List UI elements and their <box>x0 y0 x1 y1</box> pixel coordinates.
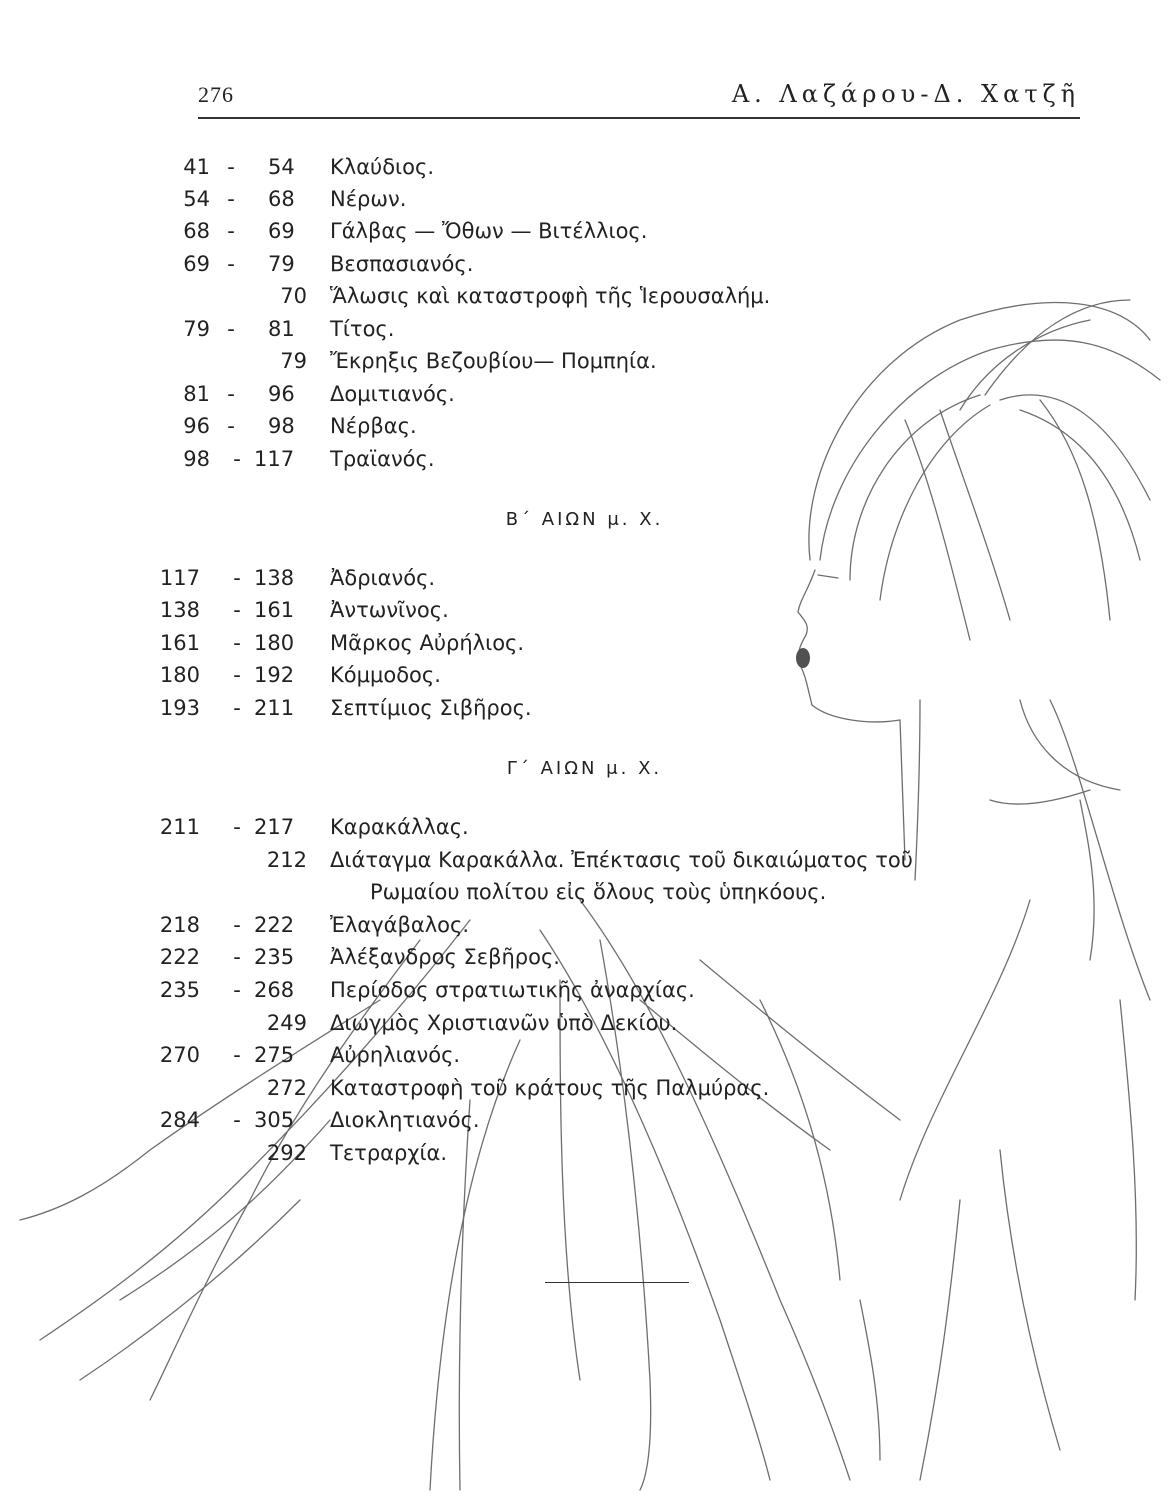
year: 79 <box>280 349 307 373</box>
year-to: 217 <box>254 815 295 839</box>
year-from: 68 <box>183 219 210 243</box>
entry-text: Νέρβας. <box>330 414 417 438</box>
chronology-entry: 270 - 275 Αὐρηλιανός. <box>0 1043 1169 1073</box>
year-from: 138 <box>159 598 200 622</box>
entry-text: Δομιτιανός. <box>330 382 455 406</box>
year-to: 69 <box>268 219 295 243</box>
chronology-entry: 69 - 79 Βεσπασιανός. <box>0 252 1169 282</box>
header-rule <box>198 117 1080 119</box>
year: 70 <box>280 284 307 308</box>
entry-text: Αὐρηλιανός. <box>330 1043 461 1067</box>
section-heading: Β΄ ΑΙΩΝ μ. Χ. <box>505 509 664 530</box>
chronology-entry: 81 - 96 Δομιτιανός. <box>0 382 1169 412</box>
year-to: 211 <box>254 696 295 720</box>
chronology-entry: 193 - 211 Σεπτίμιος Σιβῆρος. <box>0 696 1169 726</box>
entry-text: Διωγμὸς Χριστιανῶν ὑπὸ Δεκίου. <box>330 1011 678 1035</box>
chronology-entry <box>0 1141 1169 1171</box>
chronology-entry <box>0 284 1169 314</box>
chronology-entry <box>0 848 1169 878</box>
entry-text: Διοκλητιανός. <box>330 1108 480 1132</box>
year-to: 81 <box>268 317 295 341</box>
chronology-entry: 284 - 305 Διοκλητιανός. <box>0 1108 1169 1138</box>
year-to: 180 <box>254 631 295 655</box>
year-to: 275 <box>254 1043 295 1067</box>
year: 212 <box>266 848 307 872</box>
year-to: 98 <box>268 414 295 438</box>
year-from: 270 <box>159 1043 200 1067</box>
chronology-entry: 222 - 235 Ἀλέξανδρος Σεβῆρος. <box>0 945 1169 975</box>
year-to: 54 <box>268 155 295 179</box>
chronology-entry: 68 - 69 Γάλβας — Ὄθων — Βιτέλλιος. <box>0 219 1169 249</box>
end-rule <box>545 1282 689 1283</box>
entry-text: Ἀδριανός. <box>330 566 436 590</box>
chronology-entry: 54 - 68 Νέρων. <box>0 187 1169 217</box>
entry-text: Τραϊανός. <box>330 447 435 471</box>
chronology-entry: 117 - 138 Ἀδριανός. <box>0 566 1169 596</box>
year-from: 193 <box>159 696 200 720</box>
chronology-entry: 138 - 161 Ἀντωνῖνος. <box>0 598 1169 628</box>
year-to: 161 <box>254 598 295 622</box>
entry-text: Σεπτίμιος Σιβῆρος. <box>330 696 532 720</box>
year-to: 117 <box>254 447 295 471</box>
chronology-entry <box>0 1011 1169 1041</box>
section-heading: Γ΄ ΑΙΩΝ μ. Χ. <box>506 758 663 779</box>
running-title: Α. Λαζάρου-Δ. Χατζῆ <box>731 80 1080 108</box>
year-from: 54 <box>183 187 210 211</box>
chronology-entry: 211 - 217 Καρακάλλας. <box>0 815 1169 845</box>
chronology-entry <box>0 349 1169 379</box>
year-from: 222 <box>159 945 200 969</box>
entry-text: Καρακάλλας. <box>330 815 469 839</box>
entry-text: Νέρων. <box>330 187 407 211</box>
year-to: 268 <box>254 978 295 1002</box>
entry-text: Διάταγμα Καρακάλλα. Ἐπέκτασις τοῦ δικαιώματος τοῦ <box>330 848 913 872</box>
year-to: 68 <box>268 187 295 211</box>
year-from: 79 <box>183 317 210 341</box>
entry-text: Βεσπασιανός. <box>330 252 474 276</box>
year-from: 180 <box>159 663 200 687</box>
entry-text: Μᾶρκος Αὐρήλιος. <box>330 631 525 655</box>
year-to: 96 <box>268 382 295 406</box>
year-to: 222 <box>254 913 295 937</box>
chronology-entry: 235 - 268 Περίοδος στρατιωτικῆς ἀναρχίας. <box>0 978 1169 1008</box>
chronology-entry: 161 - 180 Μᾶρκος Αὐρήλιος. <box>0 631 1169 661</box>
year-to: 192 <box>254 663 295 687</box>
year-from: 96 <box>183 414 210 438</box>
year-from: 211 <box>159 815 200 839</box>
entry-text: Ἅλωσις καὶ καταστροφὴ τῆς Ἱερουσαλήμ. <box>330 284 771 308</box>
year: 272 <box>266 1076 307 1100</box>
entry-text: Τίτος. <box>330 317 395 341</box>
entry-continuation: Ρωμαίου πολίτου εἰς ὅλους τοὺς ὑπηκόους. <box>370 880 827 904</box>
entry-text: Κόμμοδος. <box>330 663 441 687</box>
entry-text: Περίοδος στρατιωτικῆς ἀναρχίας. <box>330 978 695 1002</box>
entry-text: Τετραρχία. <box>330 1141 448 1165</box>
entry-text: Καταστροφὴ τοῦ κράτους τῆς Παλμύρας. <box>330 1076 770 1100</box>
year-from: 117 <box>159 566 200 590</box>
year-from: 98 <box>183 447 210 471</box>
year-from: 81 <box>183 382 210 406</box>
chronology-entry: 98 - 117 Τραϊανός. <box>0 447 1169 477</box>
chronology-entry <box>0 1076 1169 1106</box>
entry-text: Ἐλαγάβαλος. <box>330 913 469 937</box>
chronology-entry: 96 - 98 Νέρβας. <box>0 414 1169 444</box>
entry-text: Ἀλέξανδρος Σεβῆρος. <box>330 945 560 969</box>
year-from: 218 <box>159 913 200 937</box>
chronology-entry: 180 - 192 Κόμμοδος. <box>0 663 1169 693</box>
entry-text: Ἀντωνῖνος. <box>330 598 449 622</box>
year-to: 235 <box>254 945 295 969</box>
entry-text: Ἔκρηξις Βεζουβίου— Πομπηία. <box>330 349 657 373</box>
entry-text: Γάλβας — Ὄθων — Βιτέλλιος. <box>330 219 648 243</box>
entry-text: Κλαύδιος. <box>330 155 434 179</box>
year-from: 161 <box>159 631 200 655</box>
page-number: 276 <box>198 82 234 107</box>
chronology-entry: 41 - 54 Κλαύδιος. <box>0 155 1169 185</box>
chronology-entry: 79 - 81 Τίτος. <box>0 317 1169 347</box>
chronology-entry: 218 - 222 Ἐλαγάβαλος. <box>0 913 1169 943</box>
page-header <box>198 82 1080 116</box>
year-from: 41 <box>183 155 210 179</box>
year: 249 <box>266 1011 307 1035</box>
year-to: 305 <box>254 1108 295 1132</box>
year-from: 284 <box>159 1108 200 1132</box>
year-from: 69 <box>183 252 210 276</box>
year: 292 <box>266 1141 307 1165</box>
year-to: 79 <box>268 252 295 276</box>
year-to: 138 <box>254 566 295 590</box>
year-from: 235 <box>159 978 200 1002</box>
